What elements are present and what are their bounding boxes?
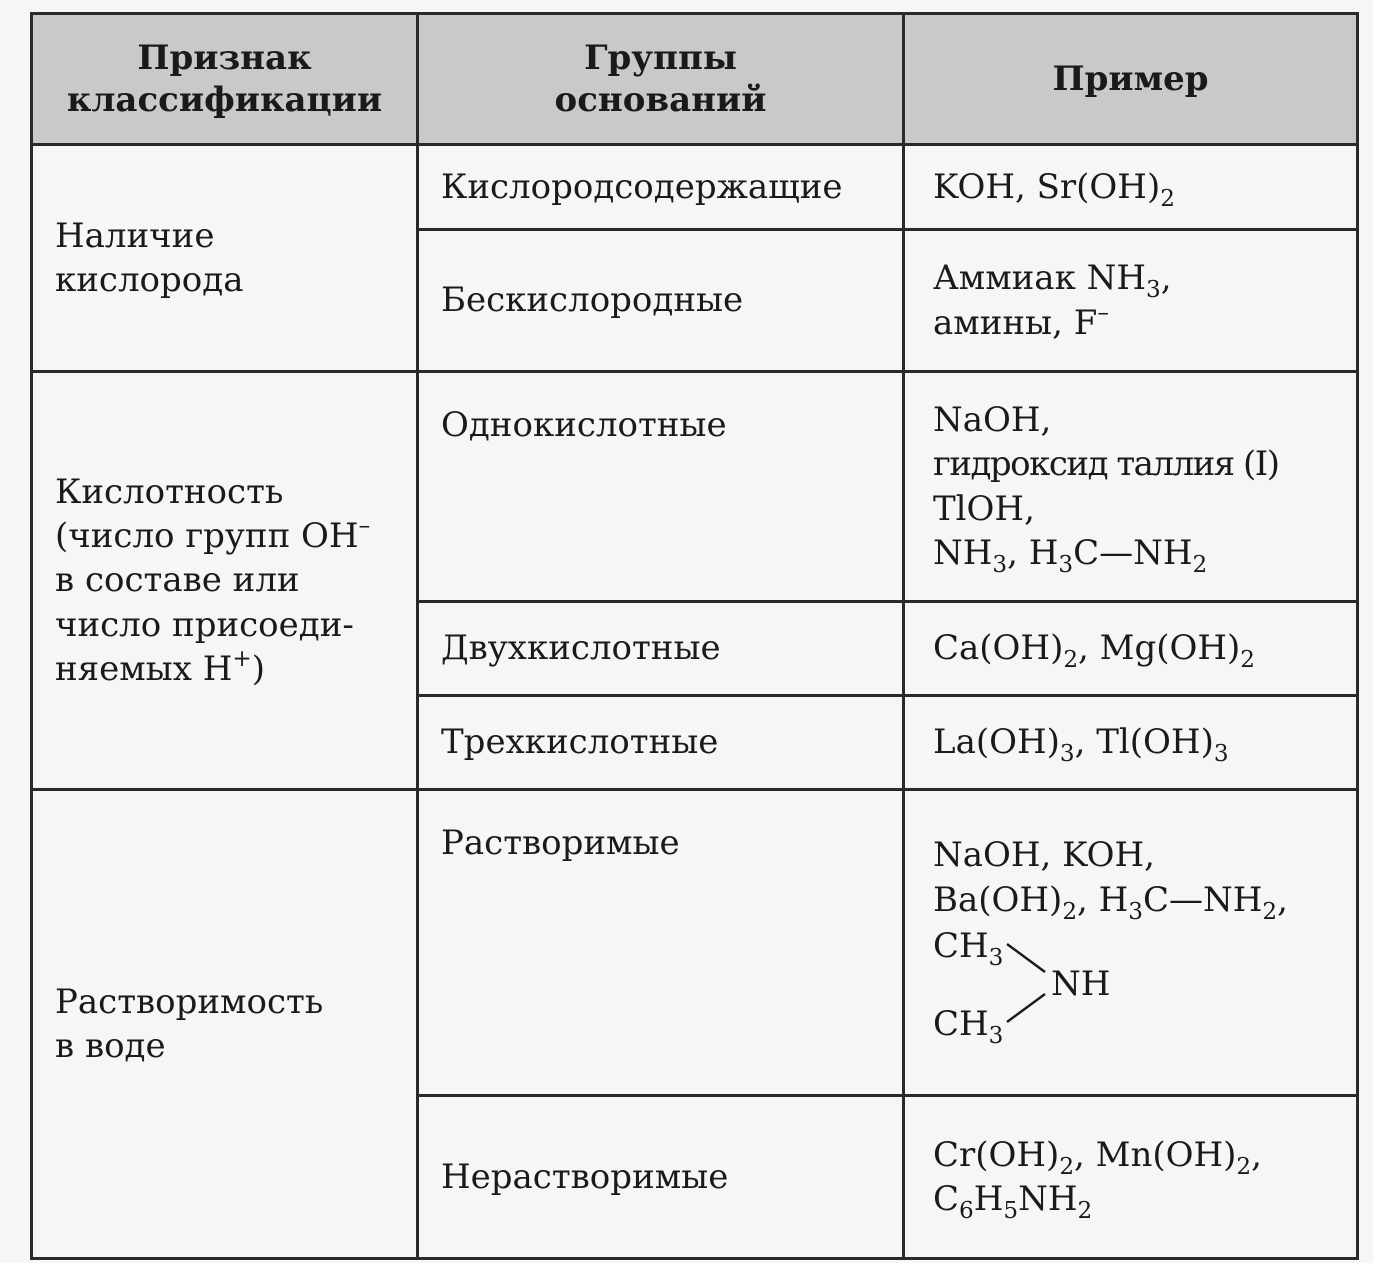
- header-criterion-line2: классификации: [66, 80, 383, 120]
- header-groups-line2: оснований: [554, 80, 767, 120]
- header-groups-line1: Группы: [584, 37, 737, 78]
- group-name: Растворимые: [418, 790, 904, 1096]
- group-example: NaOH, KOH, $Ba(OH)_2$, $H_3C—NH_2$, $CH_3$ NH $CH_3$: [904, 790, 1358, 1096]
- header-example: Пример: [904, 14, 1358, 145]
- criterion-text: кислорода: [55, 260, 244, 300]
- group-name: Однокислотные: [418, 372, 904, 602]
- bond-lines: [1003, 938, 1063, 1028]
- group-name: Бескислородные: [418, 230, 904, 372]
- group-name: Трехкислотные: [418, 696, 904, 790]
- header-criterion-line1: Признак: [137, 37, 312, 78]
- header-criterion: [32, 14, 418, 145]
- criterion-text: Растворимость: [55, 981, 324, 1022]
- group-name: Нерастворимые: [418, 1096, 904, 1259]
- criterion-text: в воде: [55, 1026, 166, 1066]
- criterion-oxygen: [32, 145, 418, 372]
- group-name: Кислородсодержащие: [418, 145, 904, 230]
- criterion-text: Наличие: [55, 215, 215, 256]
- group-example: Аммиак $NH_3$, амины, F–: [904, 230, 1358, 372]
- dimethylamine-structure: $CH_3$ NH $CH_3$: [933, 925, 1111, 1049]
- group-example: NaOH, гидроксид таллия (I) TlOH, $NH_3$, $H_3C—NH_2$: [904, 372, 1358, 602]
- group-example: KOH, $Sr(OH)_2$: [904, 145, 1358, 230]
- criterion-acidity: Кислотность (число групп OH– в составе или число присоеди- няемых H+): [32, 372, 418, 790]
- criterion-solubility: [32, 790, 418, 1259]
- group-example: $Cr(OH)_2$, $Mn(OH)_2$, $C_6H_5NH_2$: [904, 1096, 1358, 1259]
- group-example: $Ca(OH)_2$, $Mg(OH)_2$: [904, 602, 1358, 696]
- group-name: Двухкислотные: [418, 602, 904, 696]
- table-row: [32, 372, 1358, 602]
- header-groups: [418, 14, 904, 145]
- bases-classification-table: [30, 12, 1359, 1260]
- table-row: [32, 145, 1358, 230]
- criterion-text: Кислотность: [55, 472, 284, 513]
- group-example: $La(OH)_3$, $Tl(OH)_3$: [904, 696, 1358, 790]
- table-row: [32, 790, 1358, 1096]
- header-row: [32, 14, 1358, 145]
